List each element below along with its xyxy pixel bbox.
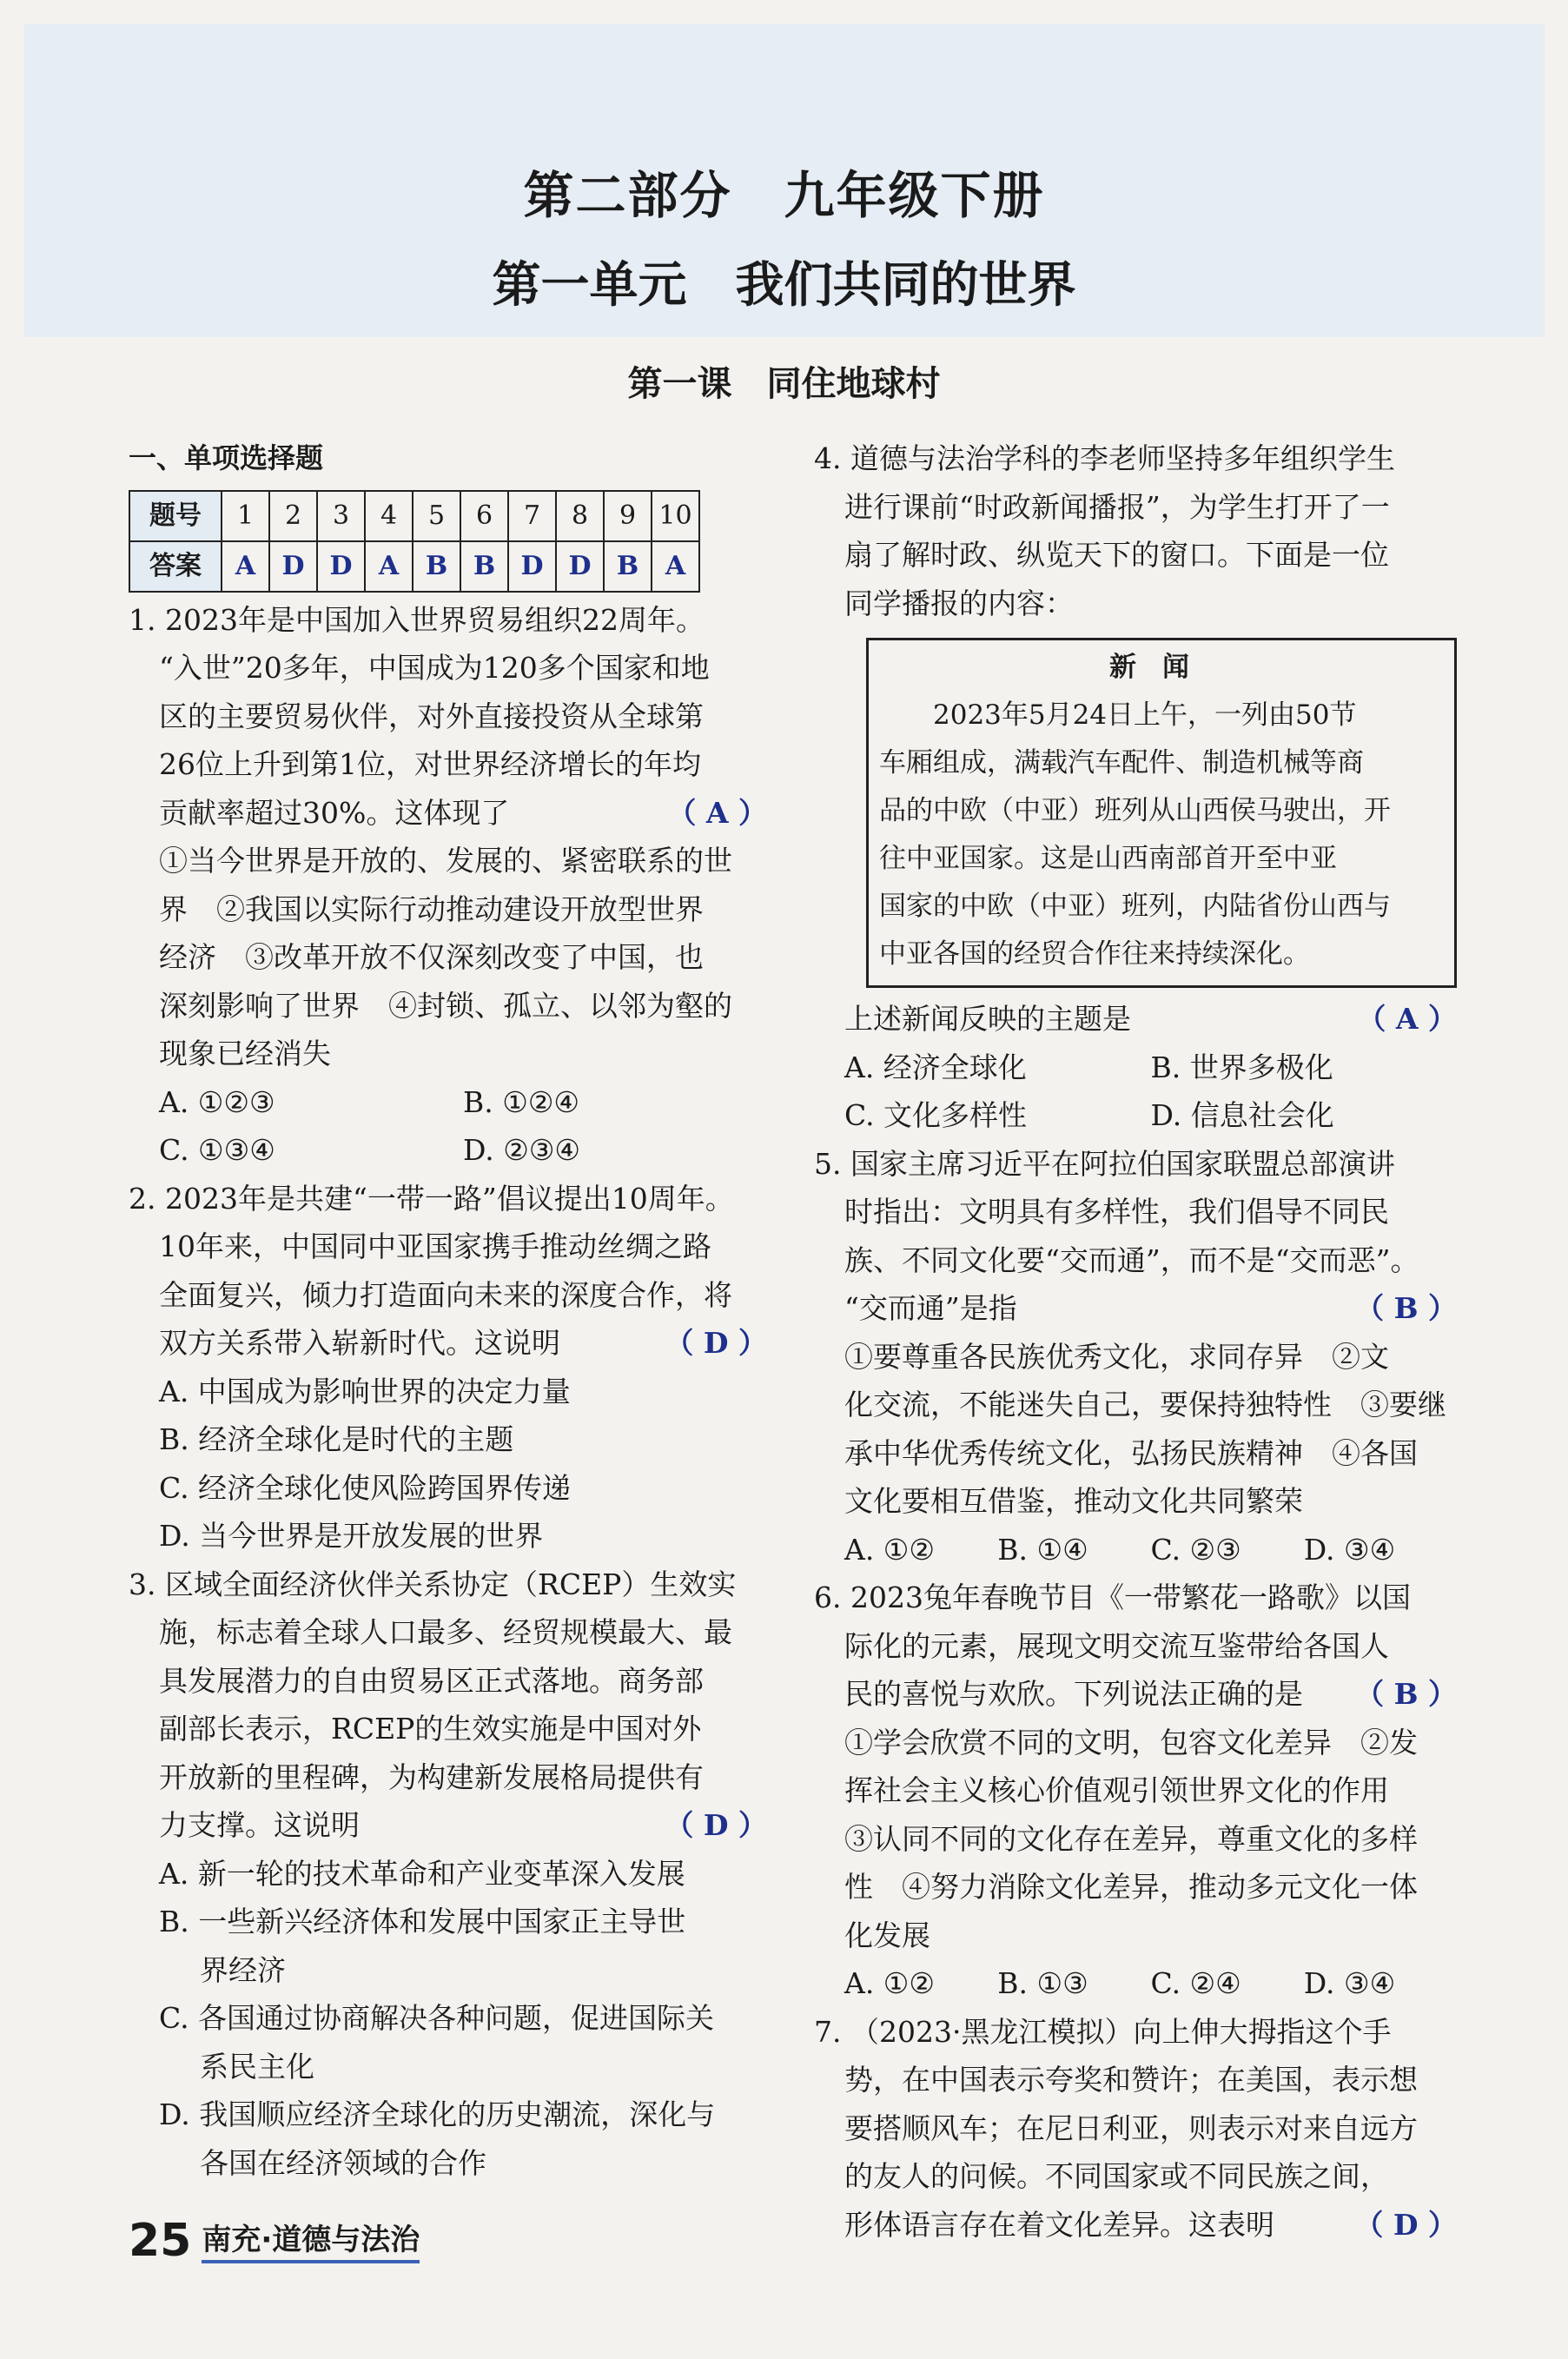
question-1-line: “入世”20多年，中国成为120多个国家和地 — [159, 651, 710, 685]
question-5-statement: 化交流，不能迷失自己，要保持独特性 ③要继 — [844, 1388, 1446, 1421]
question-4-line: 4. 道德与法治学科的李老师坚持多年组织学生 — [814, 441, 1395, 475]
question-5-line — [814, 1284, 1457, 1333]
question-6-option-d: D. ③④ — [1303, 1966, 1396, 2000]
page-number: 25 — [129, 2215, 192, 2267]
footer — [129, 2215, 420, 2267]
answer-table-answer: D — [508, 541, 556, 592]
question-1-answer: （ A ） — [667, 795, 767, 830]
question-5-statement: 文化要相互借鉴，推动文化共同繁荣 — [844, 1484, 1303, 1518]
answer-table-answer: B — [413, 541, 460, 592]
news-line: 中亚各国的经贸合作往来持续深化。 — [879, 938, 1310, 970]
question-7-line: 要搭顺风车；在尼日利亚，则表示对来自远方 — [844, 2111, 1418, 2145]
answer-table-answer: D — [317, 541, 365, 592]
question-1-line: 26位上升到第1位，对世界经济增长的年均 — [159, 747, 701, 781]
question-5-answer: （ B ） — [1355, 1291, 1457, 1325]
news-title: 新闻 — [1109, 652, 1215, 683]
answer-table-row2-label: 答案 — [129, 541, 222, 592]
question-2-line: 10年来，中国同中亚国家携手推动丝绸之路 — [159, 1229, 711, 1263]
question-5-line: 族、不同文化要“交而通”，而不是“交而恶”。 — [844, 1242, 1419, 1277]
question-4-answer: （ A ） — [1357, 1002, 1457, 1036]
question-6-statement: ①学会欣赏不同的文明，包容文化差异 ②发 — [844, 1725, 1418, 1759]
question-7-answer: （ D ） — [1354, 2207, 1457, 2242]
answer-table-number: 5 — [413, 491, 460, 541]
question-1-statement: 深刻影响了世界 ④封锁、孤立、以邻为壑的 — [159, 988, 732, 1023]
question-1-option-d: D. ②③④ — [463, 1133, 581, 1167]
question-5-option-c: C. ②③ — [1150, 1532, 1241, 1567]
question-4-stem-end: 上述新闻反映的主题是 — [844, 1002, 1131, 1036]
question-2-option-c: C. 经济全球化使风险跨国界传递 — [159, 1470, 572, 1505]
question-6-option-b: B. ①③ — [997, 1966, 1088, 2000]
answer-table-number: 1 — [222, 491, 269, 541]
question-6-answer: （ B ） — [1355, 1677, 1457, 1711]
answer-table-answer: B — [604, 541, 652, 592]
question-4-option-b: B. 世界多极化 — [1150, 1050, 1333, 1084]
question-1-line: 区的主要贸易伙伴，对外直接投资从全球第 — [159, 699, 704, 733]
lesson-title: 第一课 同住地球村 — [627, 364, 941, 404]
question-3-line — [129, 1801, 767, 1850]
unit-title: 第一单元 我们共同的世界 — [492, 256, 1076, 314]
part-title: 第二部分 九年级下册 — [523, 166, 1045, 225]
question-4 — [814, 434, 1457, 1140]
question-6-statement: ③认同不同的文化存在差异，尊重文化的多样 — [844, 1821, 1418, 1856]
question-6-option-c: C. ②④ — [1150, 1966, 1241, 2000]
answer-table — [129, 490, 700, 593]
question-5-statement: ①要尊重各民族优秀文化，求同存异 ②文 — [844, 1339, 1389, 1374]
question-7-stem-end: 形体语言存在着文化差异。这表明 — [844, 2207, 1274, 2242]
question-6-line: 际化的元素，展现文明交流互鉴带给各国人 — [844, 1628, 1389, 1663]
question-3-line: 具发展潜力的自由贸易区正式落地。商务部 — [159, 1663, 704, 1698]
news-line: 国家的中欧（中亚）班列，内陆省份山西与 — [879, 891, 1391, 922]
book-name: 南充·道德与法治 — [202, 2216, 420, 2263]
question-6-options-row — [814, 1959, 1457, 2008]
question-4-option-d: D. 信息社会化 — [1150, 1098, 1334, 1132]
question-5-options-row — [814, 1526, 1457, 1574]
answer-table-number: 7 — [508, 491, 556, 541]
answer-table-answer: D — [556, 541, 604, 592]
question-1-line — [129, 789, 767, 838]
news-line: 车厢组成，满载汽车配件、制造机械等商 — [879, 747, 1364, 779]
answer-table-number: 6 — [460, 491, 508, 541]
question-4-option-c: C. 文化多样性 — [844, 1098, 1028, 1132]
question-3 — [129, 1561, 767, 2188]
question-1-option-a: A. ①②③ — [159, 1084, 275, 1119]
answer-table-number: 10 — [652, 491, 699, 541]
question-3-stem-end: 力支撑。这说明 — [159, 1808, 360, 1842]
question-2 — [129, 1175, 767, 1561]
question-5-line: 5. 国家主席习近平在阿拉伯国家联盟总部演讲 — [814, 1146, 1395, 1181]
question-7 — [814, 2008, 1457, 2250]
question-3-option-c: C. 各国通过协商解决各种问题，促进国际关 — [159, 2001, 715, 2035]
question-7-line: 7. （2023·黑龙江模拟）向上伸大拇指这个手 — [814, 2014, 1392, 2049]
question-1-statement: 界 ②我国以实际行动推动建设开放型世界 — [159, 891, 704, 926]
answer-table-number-row — [129, 491, 699, 541]
answer-table-answer: A — [365, 541, 413, 592]
news-box — [866, 638, 1457, 988]
question-2-line: 2. 2023年是共建“一带一路”倡议提出10周年。 — [129, 1181, 734, 1216]
question-5-option-d: D. ③④ — [1303, 1532, 1396, 1567]
question-2-line — [129, 1319, 767, 1368]
section-heading: 一、单项选择题 — [129, 441, 324, 474]
question-6 — [814, 1574, 1457, 2008]
question-1-statement: 现象已经消失 — [159, 1037, 331, 1070]
answer-table-answer: A — [652, 541, 699, 592]
question-1-line: 1. 2023年是中国加入世界贸易组织22周年。 — [129, 602, 705, 637]
question-1-option-c: C. ①③④ — [159, 1133, 275, 1167]
question-3-option-c-cont: 系民主化 — [200, 2049, 314, 2084]
question-3-option-d-cont: 各国在经济领域的合作 — [200, 2145, 486, 2180]
question-5-stem-end: “交而通”是指 — [844, 1291, 1017, 1325]
answer-table-answer: D — [269, 541, 317, 592]
question-6-stem-end: 民的喜悦与欢欣。下列说法正确的是 — [844, 1677, 1303, 1711]
question-6-option-a: A. ①② — [844, 1966, 935, 2000]
question-1 — [129, 596, 767, 1175]
question-3-line: 3. 区域全面经济伙伴关系协定（RCEP）生效实 — [129, 1567, 737, 1601]
question-1-options-row — [129, 1126, 767, 1175]
answer-table-number: 4 — [365, 491, 413, 541]
question-4-line: 扇了解时政、纵览天下的窗口。下面是一位 — [844, 538, 1389, 572]
question-2-option-b: B. 经济全球化是时代的主题 — [159, 1422, 514, 1456]
question-7-line — [814, 2201, 1457, 2250]
question-3-option-a: A. 新一轮的技术革命和产业变革深入发展 — [159, 1856, 685, 1891]
question-1-option-b: B. ①②④ — [463, 1084, 579, 1119]
left-column — [129, 434, 767, 2187]
right-column — [814, 434, 1457, 2249]
answer-table-row1-label: 题号 — [129, 491, 222, 541]
question-1-statement: ①当今世界是开放的、发展的、紧密联系的世 — [159, 844, 732, 878]
question-6-line: 6. 2023兔年春晚节目《一带繁花一路歌》以国 — [814, 1580, 1411, 1614]
question-2-answer: （ D ） — [665, 1326, 767, 1360]
question-7-line: 的友人的问候。不同国家或不同民族之间， — [844, 2159, 1389, 2193]
question-4-options-row — [814, 1091, 1457, 1140]
question-3-option-b: B. 一些新兴经济体和发展中国家正主导世 — [159, 1905, 686, 1938]
question-4-line — [814, 995, 1457, 1044]
answer-table-number: 8 — [556, 491, 604, 541]
question-4-line: 进行课前“时政新闻播报”，为学生打开了一 — [844, 489, 1390, 524]
answer-table-answer-row — [129, 541, 699, 592]
question-1-statement: 经济 ③改革开放不仅深刻改变了中国，也 — [159, 940, 704, 974]
question-3-answer: （ D ） — [665, 1808, 767, 1842]
question-2-stem-end: 双方关系带入崭新时代。这说明 — [159, 1326, 560, 1360]
answer-table-number: 3 — [317, 491, 365, 541]
news-line: 2023年5月24日上午，一列由50节 — [879, 699, 1357, 731]
question-6-statement: 挥社会主义核心价值观引领世界文化的作用 — [844, 1773, 1389, 1807]
question-4-option-a: A. 经济全球化 — [844, 1050, 1027, 1084]
question-3-option-d: D. 我国顺应经济全球化的历史潮流，深化与 — [159, 2097, 716, 2131]
news-line: 品的中欧（中亚）班列从山西侯马驶出，开 — [879, 795, 1391, 826]
question-5-statement: 承中华优秀传统文化，弘扬民族精神 ④各国 — [844, 1435, 1418, 1470]
question-5-option-a: A. ①② — [844, 1532, 935, 1567]
question-4-line: 同学播报的内容： — [844, 586, 1074, 620]
question-6-line — [814, 1670, 1457, 1719]
question-2-option-d: D. 当今世界是开放发展的世界 — [159, 1519, 544, 1553]
question-6-statement: 化发展 — [844, 1918, 930, 1952]
answer-table-number: 9 — [604, 491, 652, 541]
question-6-statement: 性 ④努力消除文化差异，推动多元文化一体 — [844, 1870, 1418, 1904]
question-2-option-a: A. 中国成为影响世界的决定力量 — [159, 1374, 571, 1408]
question-1-options-row — [129, 1078, 767, 1127]
question-2-line: 全面复兴，倾力打造面向未来的深度合作，将 — [159, 1277, 732, 1312]
answer-table-answer: A — [222, 541, 269, 592]
news-line: 往中亚国家。这是山西南部首开至中亚 — [879, 843, 1337, 874]
question-5-option-b: B. ①④ — [997, 1532, 1088, 1567]
answer-table-answer: B — [460, 541, 508, 592]
question-7-line: 势，在中国表示夸奖和赞许；在美国，表示想 — [844, 2063, 1418, 2097]
answer-table-number: 2 — [269, 491, 317, 541]
question-3-option-b-cont: 界经济 — [200, 1952, 286, 1987]
question-4-options-row — [814, 1044, 1457, 1092]
question-5 — [814, 1140, 1457, 1574]
question-3-line: 开放新的里程碑，为构建新发展格局提供有 — [159, 1759, 704, 1794]
question-5-line: 时指出：文明具有多样性，我们倡导不同民 — [844, 1195, 1389, 1229]
question-3-line: 副部长表示，RCEP的生效实施是中国对外 — [159, 1712, 702, 1746]
question-3-line: 施，标志着全球人口最多、经贸规模最大、最 — [159, 1615, 732, 1649]
question-1-stem-end: 贡献率超过30%。这体现了 — [159, 795, 510, 830]
